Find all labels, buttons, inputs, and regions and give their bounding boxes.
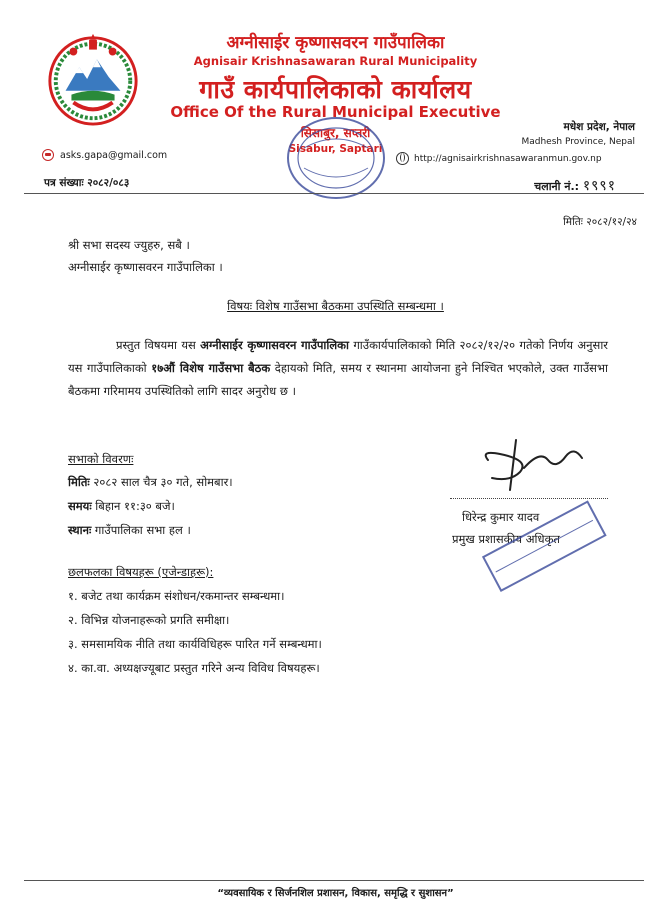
website-row — [396, 152, 602, 165]
meeting-date-value: २०८२ साल चैत्र ३० गते, सोमबार। — [89, 475, 233, 489]
office-title-en: Office Of the Rural Municipal Executive — [170, 103, 501, 121]
letter-date: मितिः २०८२/१२/२४ — [563, 216, 637, 228]
body-bold-1: अग्नीसाईर कृष्णासवरन गाउँपालिका — [200, 338, 349, 352]
place-name-np: सिसाबुर, सप्तरी — [300, 126, 371, 140]
office-title-np: गाउँ कार्यपालिकाको कार्यालय — [199, 75, 472, 104]
subject-line — [0, 299, 671, 314]
signatory-title: प्रमुख प्रशासकीय अधिकृत — [452, 532, 560, 546]
header-divider — [24, 193, 644, 194]
body-text-2: गाउँकार्यपालिकाको मिति २०८२/१२/२० गतेको निर्णय अनुसार यस गाउँपालिकाको — [68, 338, 608, 375]
meeting-place — [68, 523, 191, 538]
province-en: Madhesh Province, Nepal — [521, 137, 635, 147]
ref-label: पत्र संख्याः — [44, 177, 84, 189]
agenda-item: ३. समसामयिक नीति तथा कार्यविधिहरू पारित गर्ने सम्बन्धमा। — [68, 637, 322, 651]
agenda-heading: छलफलका विषयहरू (एजेन्डाहरू): — [68, 565, 214, 579]
agenda-item: २. विभिन्न योजनाहरूको प्रगति समीक्षा। — [68, 613, 230, 627]
email-icon — [42, 149, 54, 161]
meeting-date — [68, 475, 233, 490]
body-bold-2: १७औं विशेष गाउँसभा बैठक — [151, 361, 271, 375]
meeting-place-label: स्थानः — [68, 523, 92, 537]
province-np: मधेश प्रदेश, नेपाल — [563, 121, 635, 133]
handwritten-signature — [470, 420, 590, 500]
meeting-place-value: गाउँपालिका सभा हल । — [91, 523, 191, 537]
address-line-1: श्री सभा सदस्य ज्युहरु, सबै । — [68, 238, 190, 252]
body-text-3: देहायको मिति, समय र स्थानमा आयोजना हुने निश्चित भएकोले, उक्त गाउँसभा बैठकमा गरिमामय उपस्थितिको लागि सादर अनुरोध छ । — [68, 361, 608, 398]
signatory-name: धिरेन्द्र कुमार यादव — [462, 510, 540, 524]
place-name-en: Sisabur, Saptari — [288, 143, 383, 155]
website-text[interactable]: http://agnisairkrishnasawaranmun.gov.np — [414, 153, 602, 164]
ref-value: २०८२/०८३ — [87, 177, 130, 189]
meeting-time — [68, 499, 175, 514]
globe-icon — [396, 152, 409, 165]
municipality-name-np: अग्नीसाईर कृष्णासवरन गाउँपालिका — [226, 33, 445, 53]
signature-line — [450, 498, 608, 499]
dispatch-label: चलानी नं.: — [534, 180, 580, 193]
footer-divider — [24, 880, 644, 881]
dispatch-value: १९९१ — [582, 178, 616, 194]
meeting-heading: सभाको विवरणः — [68, 452, 134, 466]
meeting-time-value: बिहान ११:३० बजे। — [91, 499, 175, 513]
signatory-stamp — [468, 500, 618, 595]
agenda-item: ४. का.वा. अध्यक्षज्यूबाट प्रस्तुत गरिने अन्य विविध विषयहरू। — [68, 661, 320, 675]
meeting-time-label: समयः — [68, 499, 92, 513]
subject-text: विषयः विशेष गाउँसभा बैठकमा उपस्थिति सम्बन्धमा । — [227, 299, 444, 313]
email-text[interactable]: asks.gapa@gmail.com — [60, 149, 168, 161]
meeting-date-label: मितिः — [68, 475, 90, 489]
municipality-name-en: Agnisair Krishnasawaran Rural Municipality — [193, 54, 478, 68]
email-row — [42, 149, 167, 161]
body-text-1: प्रस्तुत विषयमा यस — [116, 338, 201, 352]
body-paragraph — [68, 334, 608, 403]
footer-motto: “व्यवसायिक र सिर्जनशिल प्रशासन, विकास, समृद्धि र सुशासन” — [217, 888, 454, 899]
agenda-item: १. बजेट तथा कार्यक्रम संशोधन/रकमान्तर सम्बन्धमा। — [68, 589, 285, 603]
address-line-2: अग्नीसाईर कृष्णासवरन गाउँपालिका । — [68, 260, 223, 274]
reference-number — [44, 176, 129, 190]
